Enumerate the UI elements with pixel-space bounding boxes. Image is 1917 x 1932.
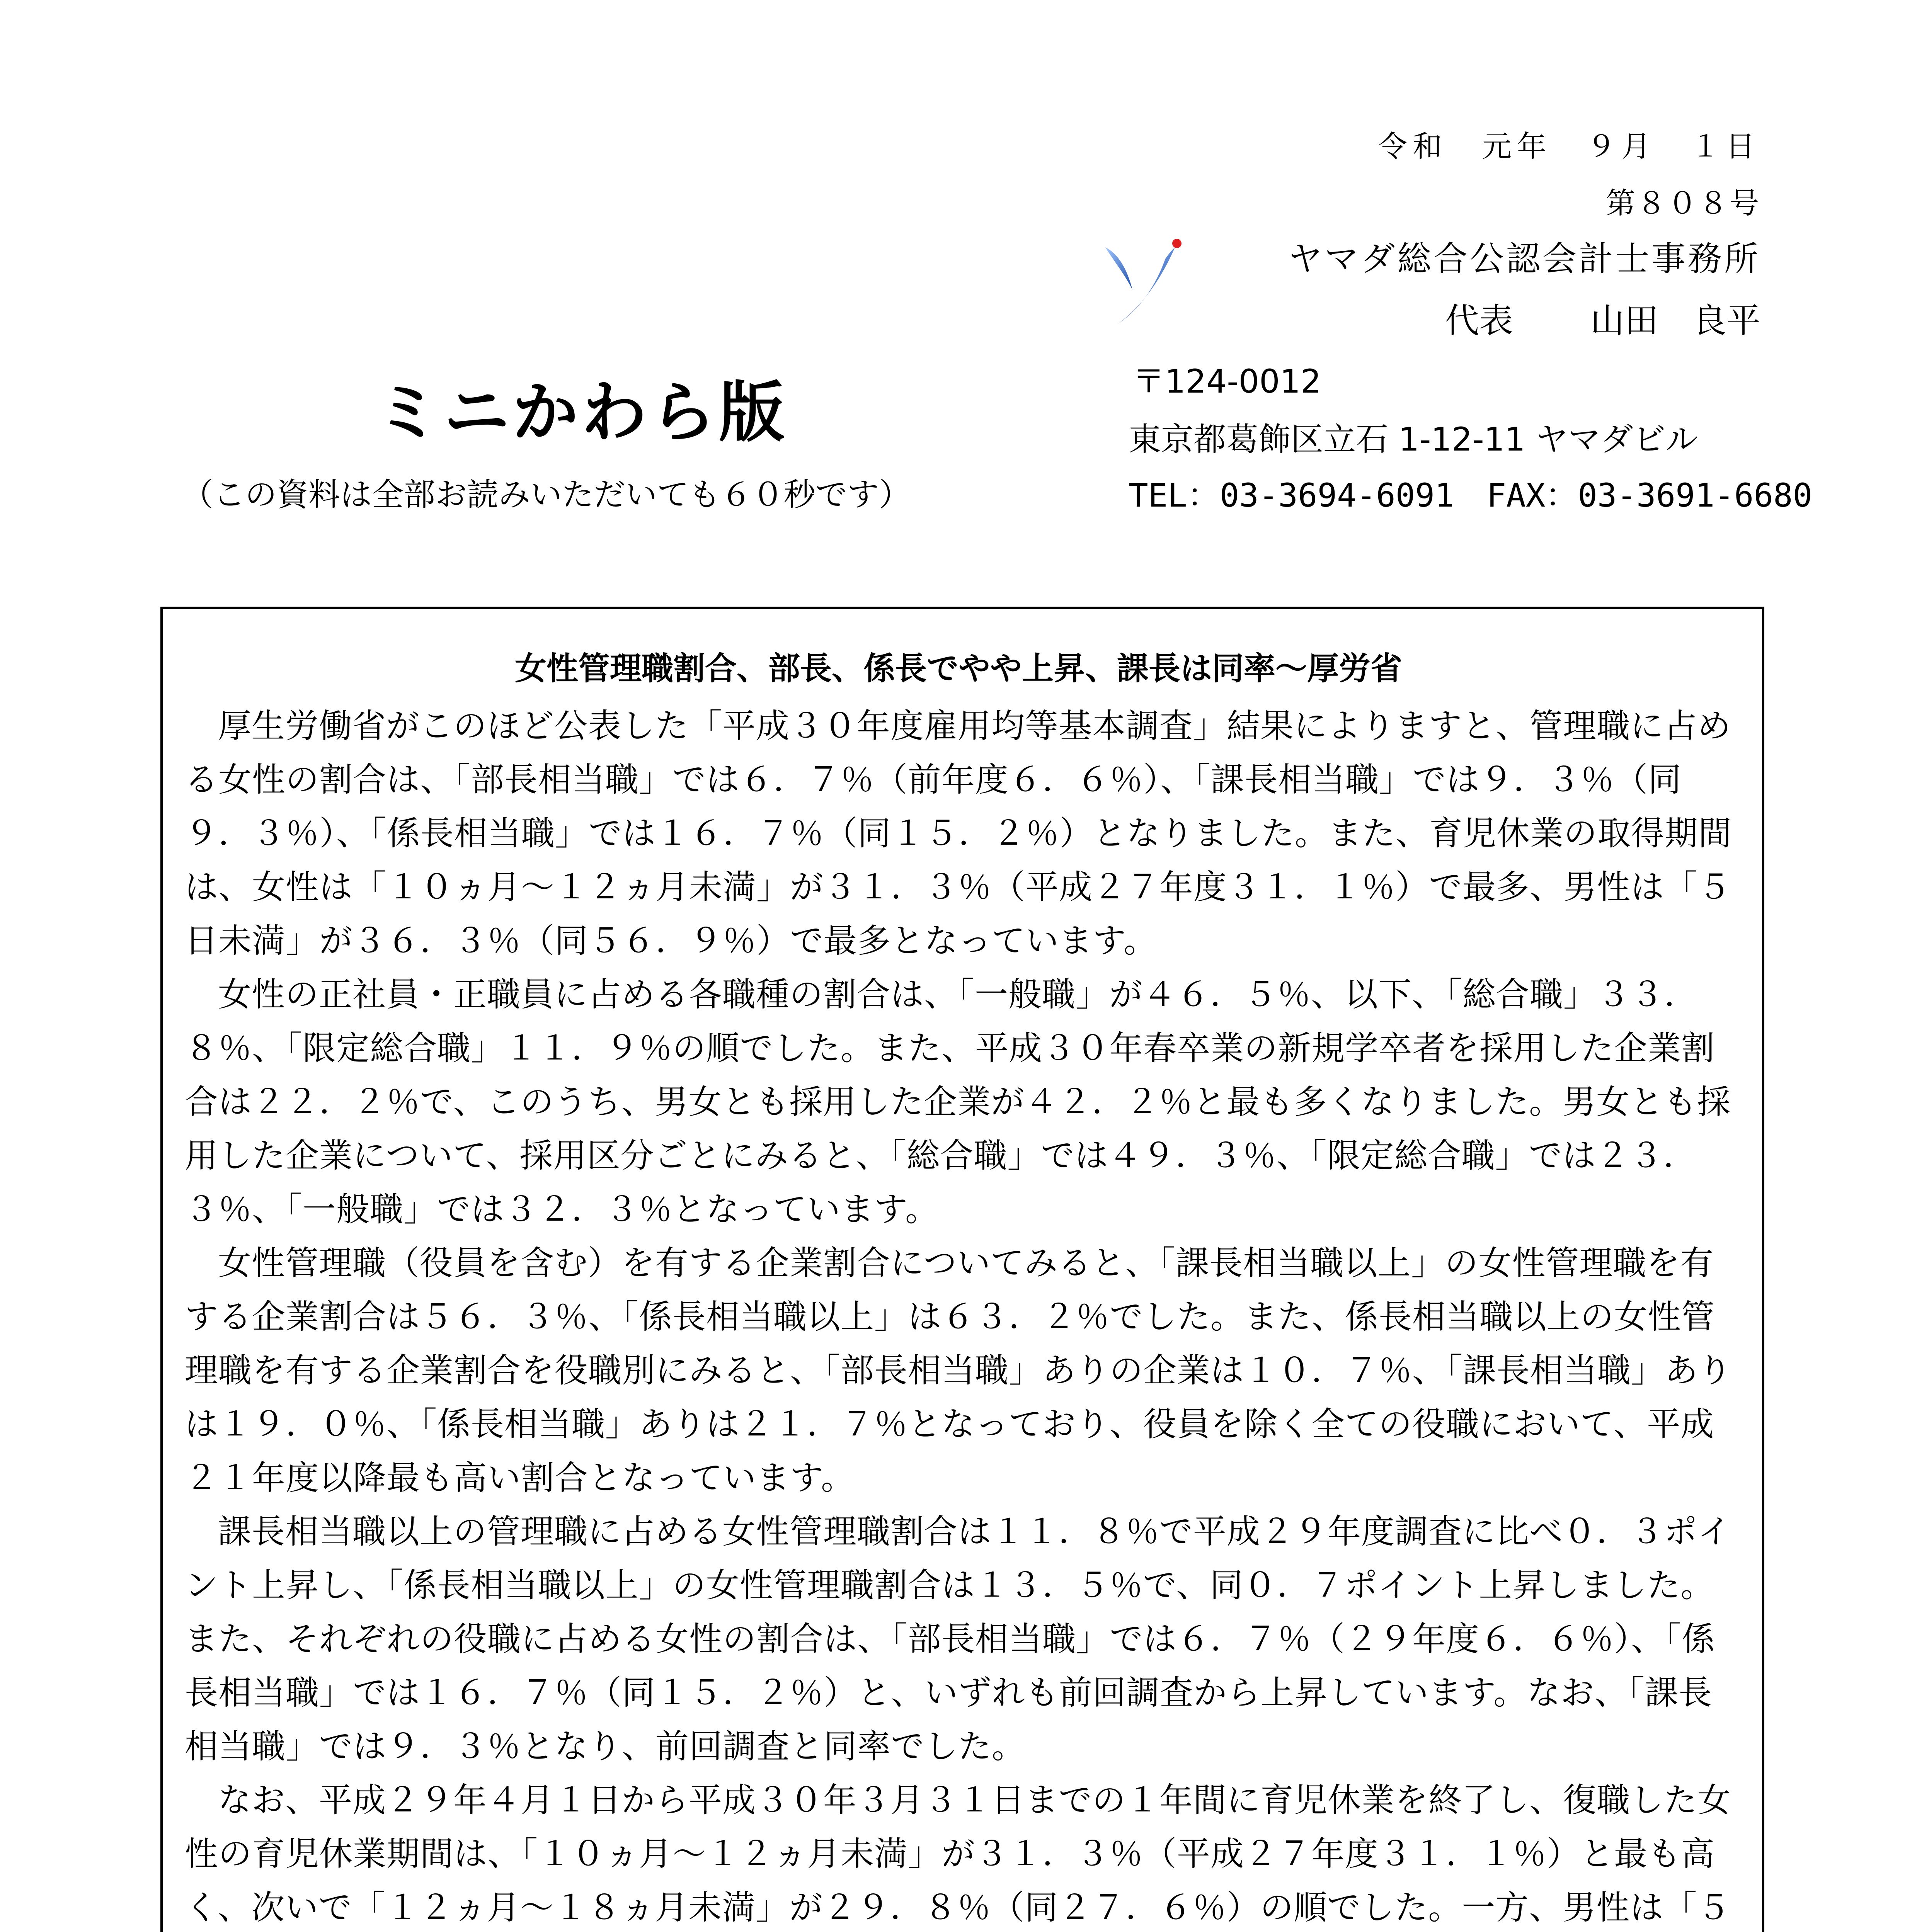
article-paragraph: 女性の正社員・正職員に占める各職種の割合は、「一般職」が４６．５％、以下、「総合職」３３．８％、「限定総合職」１１．９％の順でした。また、平成３０年春卒業の新規学卒者を採用した企業割合は２２．２％で、このうち、男女とも採用した企業が４２．２％と最も多くなりました。男女とも採用した企業について、採用区分ごとにみると、「総合職」では４９．３％、「限定総合職」では２３．３％、「一般職」では３２．３％となっています。 xyxy=(185,975,1731,1229)
firm-name: ヤマダ総合公認会計士事務所 xyxy=(1288,239,1760,279)
issue-date: 令和 元年 ９月 １日 xyxy=(1378,129,1760,163)
article-body xyxy=(185,699,1742,1932)
newsletter-subtitle: （この資料は全部お読みいただいても６０秒です） xyxy=(182,476,911,513)
article-paragraph: 課長相当職以上の管理職に占める女性管理職割合は１１．８％で平成２９年度調査に比べ０．３ポイント上昇し、「係長相当職以上」の女性管理職割合は１３．５％で、同０．７ポイント上昇しました。また、それぞれの役職に占める女性の割合は、「部長相当職」では６．７％（２９年度６．６％）、「係長相当職」では１６．７％（同１５．２％）と、いずれも前回調査から上昇しています。なお、「課長相当職」では９．３％となり、前回調査と同率でした。 xyxy=(185,1512,1731,1766)
representative xyxy=(1445,294,1760,342)
address: 東京都葛飾区立石 1-12-11 ヤマダビル xyxy=(1129,420,1698,458)
article-paragraph: 厚生労働省がこのほど公表した「平成３０年度雇用均等基本調査」結果によりますと、管理職に占める女性の割合は、「部長相当職」では６．７％（前年度６．６％）、「課長相当職」では９．３％（同９．３％）、「係長相当職」では１６．７％（同１５．２％）となりました。また、育児休業の取得期間は、女性は「１０ヵ月～１２ヵ月未満」が３１．３％（平成２７年度３１．１％）で最多、男性は「５日未満」が３６．３％（同５６．９％）で最多となっています。 xyxy=(185,707,1732,960)
tel-fax: TEL：03-3694-6091 FAX：03-3691-6680 xyxy=(1129,476,1813,514)
representative-label: 代表 xyxy=(1445,301,1513,340)
issue-number: 第８０８号 xyxy=(1606,186,1760,220)
article-paragraph: 女性管理職（役員を含む）を有する企業割合についてみると、「課長相当職以上」の女性管理職を有する企業割合は５６．３％、「係長相当職以上」は６３．２％でした。また、係長相当職以上の女性管理職を有する企業割合を役職別にみると、「部長相当職」ありの企業は１０．７％、「課長相当職」ありは１９．０％、「係長相当職」ありは２１．７％となっており、役員を除く全ての役職において、平成２１年度以降最も高い割合となっています。 xyxy=(185,1244,1732,1497)
newsletter-title: ミニかわら版 xyxy=(375,374,788,451)
firm-logo-icon xyxy=(1098,232,1190,332)
article-paragraph: なお、平成２９年４月１日から平成３０年３月３１日までの１年間に育児休業を終了し、復職した女性の育児休業期間は、「１０ヵ月～１２ヵ月未満」が３１．３％（平成２７年度３１．１％）と最も高く、次いで「１２ヵ月～１８ヵ月未満」が２９．８％（同２７．６％）の順でした。一方、男性は「５ xyxy=(185,1781,1731,1927)
postal-code: 〒124-0012 xyxy=(1132,362,1321,400)
article-title: 女性管理職割合、部長、係長でやや上昇、課長は同率～厚労省 xyxy=(514,650,1402,687)
representative-name: 山田 良平 xyxy=(1590,301,1760,340)
